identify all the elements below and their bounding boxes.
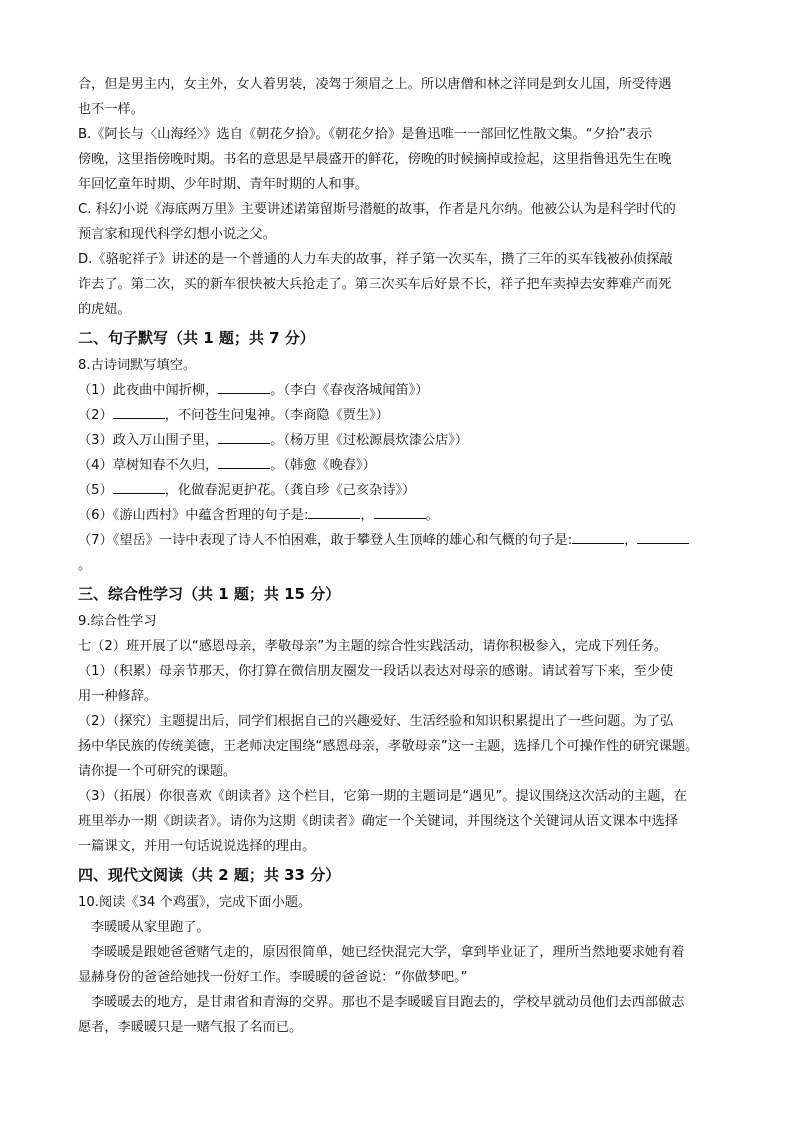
fill-text: ，化做春泥更护花。（龚自珍《己亥杂诗》） [164,483,416,498]
reading-paragraph: 李暖暖去的地方，是甘肃省和青海的交界。那也不是李暖暖盲目跑去的，学校早就动员他们去西部做志 [91,995,685,1010]
answer-blank[interactable] [374,504,426,519]
answer-blank[interactable] [308,504,360,519]
task-3: 一篇课文，并用一句话说说选择的理由。 [78,839,316,854]
fill-text: ， [360,508,374,523]
fill-item [78,528,720,553]
question-stem: 9.综合性学习 [78,614,157,629]
task-1: （1）（积累）母亲节那天，你打算在微信朋友圈发一段话以表达对母亲的感谢。请试着写下来，至少使 [78,664,674,679]
option-b: 傍晚，这里指傍晚时期。书名的意思是早晨盛开的鲜花，傍晚的时候摘掉或捡起，这里指鲁迅先生在晚 [78,152,672,167]
fill-text: （5） [78,483,113,498]
task-3: 班里举办一期《朗读者》。请你为这期《朗读者》确定一个关键词，并围绕这个关键词从语文课本中选择 [78,814,679,829]
fill-text: 。（韩愈《晚春》） [270,458,376,473]
fill-text: 。 [425,508,439,523]
reading-paragraph: 李暖暖是跟她爸爸赌气走的，原因很简单，她已经快混完大学，拿到毕业证了，理所当然地要求她有着 [91,945,685,960]
fill-text: 。（李白《春夜洛城闻笛》） [270,383,429,398]
fill-item [78,453,720,478]
answer-blank[interactable] [218,454,270,469]
fill-text: （3）政入万山围子里， [78,433,219,448]
reading-paragraph: 李暖暖从家里跑了。 [91,920,210,935]
task-intro: 七（2）班开展了以“感恩母亲，孝敬母亲”为主题的综合性实践活动，请你积极参入，完成下列任务。 [78,639,668,654]
task-3: （3）（拓展）你很喜欢《朗读者》这个栏目，它第一期的主题词是“遇见”。提议围绕这次活动的主题，在 [78,789,687,804]
option-d: D.《骆驼祥子》讲述的是一个普通的人力车夫的故事，祥子第一次买车，攒了三年的买车钱被孙侦探敲 [78,252,673,267]
task-2: 请你提一个可研究的课题。 [78,764,237,779]
answer-blank[interactable] [637,529,689,544]
answer-blank[interactable] [218,429,270,444]
document-page [78,72,720,1040]
section-heading: 四、现代文阅读（共 2 题；共 33 分） [78,866,341,884]
fill-text: 。（杨万里《过松源晨炊漆公店》） [270,433,469,448]
option-c: 预言家和现代科学幻想小说之父。 [78,227,276,242]
intro-line: 合，但是男主内，女主外，女人着男装，凌驾于须眉之上。所以唐僧和林之洋同是到女儿国，所受待遇 [78,77,672,92]
section-heading: 三、综合性学习（共 1 题；共 15 分） [78,585,341,603]
task-2: （2）（探究）主题提出后，同学们根据自己的兴趣爱好、生活经验和知识积累提出了一些问题。为了弘 [78,714,674,729]
reading-paragraph: 愿者，李暖暖只是一赌气报了名而已。 [78,1020,303,1035]
fill-item [78,478,720,503]
fill-text: （4）草树知春不久归， [78,458,219,473]
intro-line: 也不一样。 [78,102,144,117]
fill-item [78,378,720,403]
fill-text: ， [624,533,638,548]
fill-item-end [78,553,720,578]
option-d: 诈去了。第二次，买的新车很快被大兵抢走了。第三次买车后好景不长，祥子把车卖掉去安葬难产而死 [78,277,672,292]
question-stem: 8.古诗词默写填空。 [78,358,197,373]
fill-item [78,503,720,528]
question-stem: 10.阅读《34 个鸡蛋》，完成下面小题。 [78,895,312,910]
option-b: 年回忆童年时期、少年时期、青年时期的人和事。 [78,177,369,192]
answer-blank[interactable] [113,404,165,419]
fill-text: （7）《望岳》一诗中表现了诗人不怕困难，敢于攀登人生顶峰的雄心和气概的句子是: [78,533,573,548]
fill-item [78,403,720,428]
fill-text: （6）《游山西村》中蕴含哲理的句子是: [78,508,309,523]
answer-blank[interactable] [572,529,624,544]
answer-blank[interactable] [113,479,165,494]
option-d: 的虎妞。 [78,302,131,317]
option-b: B.《阿长与〈山海经〉》选自《朝花夕拾》。《朝花夕拾》是鲁迅唯一一部回忆性散文集。“夕拾”表示 [78,127,653,142]
task-1: 用一种修辞。 [78,689,158,704]
answer-blank[interactable] [218,379,270,394]
fill-text: （2） [78,408,113,423]
fill-text: 。 [78,558,92,573]
fill-text: （1）此夜曲中闻折柳， [78,383,219,398]
fill-item [78,428,720,453]
section-heading: 二、句子默写（共 1 题；共 7 分） [78,329,315,347]
fill-text: ，不问苍生问鬼神。（李商隐《贾生》） [164,408,389,423]
task-2: 扬中华民族的传统美德，王老师决定围绕“感恩母亲，孝敬母亲”这一主题，选择几个可操作性的研究课题。 [78,739,699,754]
option-c: C. 科幻小说《海底两万里》主要讲述诺第留斯号潜艇的故事，作者是凡尔纳。他被公认为是科学时代的 [78,202,676,217]
reading-paragraph: 显赫身份的爸爸给她找一份好工作。李暖暖的爸爸说：“你做梦吧。” [78,970,468,985]
